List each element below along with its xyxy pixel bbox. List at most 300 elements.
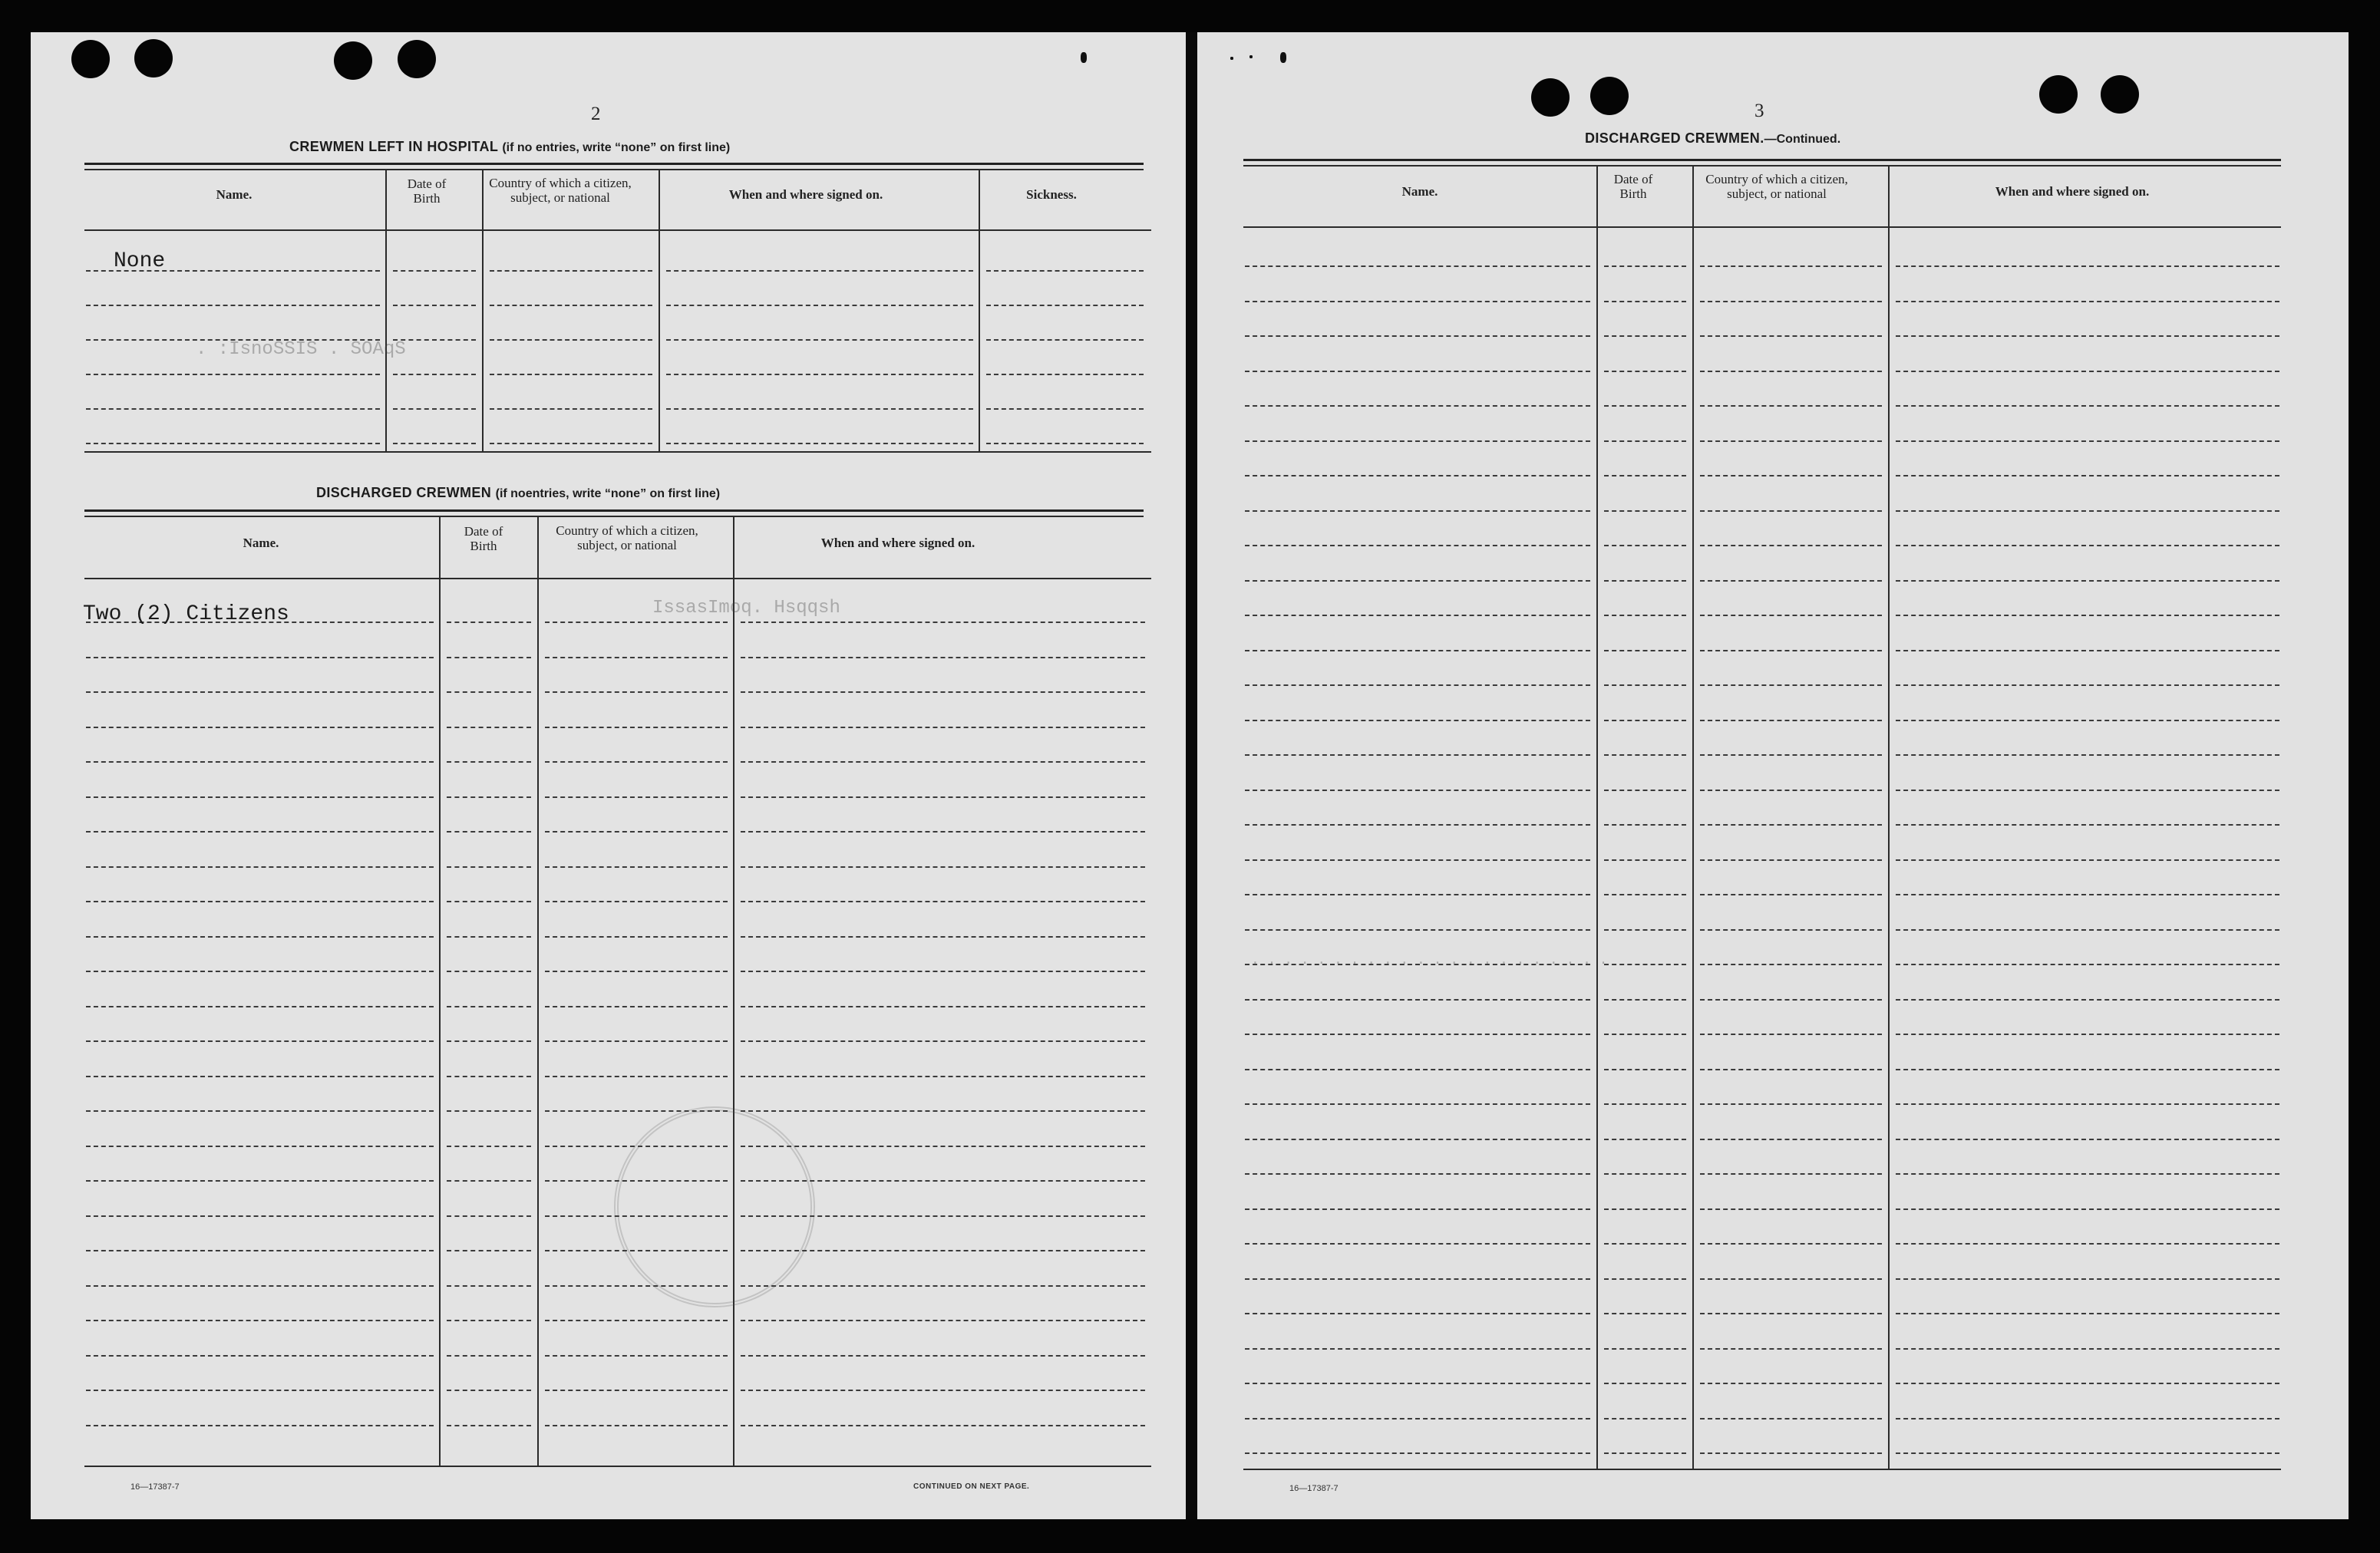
hospital-divider bbox=[659, 169, 660, 451]
ruled-line bbox=[86, 866, 434, 868]
ruled-line bbox=[393, 443, 476, 444]
ink-mark bbox=[1081, 52, 1087, 63]
ruled-line bbox=[86, 796, 434, 798]
ruled-line bbox=[741, 1040, 1145, 1042]
ruled-line bbox=[1896, 824, 2279, 826]
hospital-col-name: Name. bbox=[216, 187, 253, 202]
ruled-line bbox=[1700, 440, 1882, 442]
ruled-line bbox=[1700, 1278, 1882, 1280]
ruled-line bbox=[1604, 510, 1686, 512]
ink-mark bbox=[1230, 57, 1233, 60]
ruled-line bbox=[1700, 1103, 1882, 1105]
ruled-line bbox=[666, 305, 973, 306]
discharged-bottom-rule bbox=[84, 1466, 1151, 1467]
ruled-line bbox=[1245, 510, 1590, 512]
ruled-line bbox=[393, 374, 476, 375]
ruled-line bbox=[86, 1146, 434, 1147]
ruled-line bbox=[1604, 684, 1686, 686]
discharged-section-note: (if noentries, write “none” on first line) bbox=[495, 487, 721, 500]
ruled-line bbox=[1245, 265, 1590, 267]
ruled-line bbox=[741, 761, 1145, 763]
ruled-line bbox=[545, 657, 728, 658]
right-bottom-rule bbox=[1243, 1469, 2281, 1470]
ruled-line bbox=[1604, 1139, 1686, 1140]
ruled-line bbox=[86, 657, 434, 658]
ruled-line bbox=[741, 691, 1145, 693]
ruled-line bbox=[86, 1355, 434, 1357]
ruled-line bbox=[86, 374, 380, 375]
discharged-top-rule-2 bbox=[84, 516, 1144, 517]
ruled-line bbox=[86, 305, 380, 306]
ruled-line bbox=[447, 971, 531, 972]
ruled-line bbox=[1245, 335, 1590, 337]
discharged-divider bbox=[439, 516, 441, 1467]
ruled-line bbox=[741, 1320, 1145, 1321]
continued-note: CONTINUED ON NEXT PAGE. bbox=[913, 1482, 1030, 1491]
ruled-line bbox=[545, 622, 728, 623]
ruled-line bbox=[490, 305, 652, 306]
ruled-line bbox=[86, 1040, 434, 1042]
ruled-line bbox=[1604, 545, 1686, 546]
ruled-line bbox=[1245, 1103, 1590, 1105]
ruled-line bbox=[490, 374, 652, 375]
ruled-line bbox=[1896, 859, 2279, 861]
ruled-line bbox=[545, 1390, 728, 1391]
ruled-line bbox=[1896, 1383, 2279, 1384]
ruled-line bbox=[1245, 720, 1590, 721]
ruled-line bbox=[741, 1006, 1145, 1007]
hospital-section-note: (if no entries, write “none” on first line) bbox=[502, 141, 731, 154]
ruled-line bbox=[447, 622, 531, 623]
ruled-line bbox=[1604, 301, 1686, 302]
ruled-line bbox=[447, 727, 531, 728]
ruled-line bbox=[490, 270, 652, 272]
ruled-line bbox=[545, 866, 728, 868]
ruled-line bbox=[1700, 1173, 1882, 1175]
ruled-line bbox=[1896, 1103, 2279, 1105]
ruled-line bbox=[447, 1076, 531, 1077]
page-number: 3 bbox=[1754, 101, 1764, 121]
ruled-line bbox=[1604, 1103, 1686, 1105]
ruled-line bbox=[1604, 265, 1686, 267]
ruled-line bbox=[1604, 929, 1686, 931]
ruled-line bbox=[447, 1390, 531, 1391]
hospital-top-rule bbox=[84, 163, 1144, 165]
ruled-line bbox=[447, 1006, 531, 1007]
ruled-line bbox=[1245, 859, 1590, 861]
ruled-line bbox=[545, 1006, 728, 1007]
form-number: 16—17387-7 bbox=[130, 1482, 180, 1492]
ruled-line bbox=[1245, 1313, 1590, 1314]
hospital-top-rule-2 bbox=[84, 169, 1144, 170]
ruled-line bbox=[1245, 929, 1590, 931]
ruled-line bbox=[1245, 615, 1590, 616]
ruled-line bbox=[1604, 1034, 1686, 1035]
ruled-line bbox=[86, 443, 380, 444]
ruled-line bbox=[1245, 1034, 1590, 1035]
ruled-line bbox=[86, 727, 434, 728]
ink-mark bbox=[1249, 55, 1253, 58]
ruled-line bbox=[490, 339, 652, 341]
ink-mark bbox=[1280, 52, 1286, 63]
ruled-line bbox=[1700, 1452, 1882, 1454]
ruled-line bbox=[86, 1390, 434, 1391]
ruled-line bbox=[86, 1425, 434, 1426]
ruled-line bbox=[1896, 1069, 2279, 1070]
ruled-line bbox=[1245, 1278, 1590, 1280]
hospital-col-dob: Date of Birth bbox=[407, 176, 447, 206]
ruled-line bbox=[393, 408, 476, 410]
ruled-line bbox=[1604, 580, 1686, 582]
ruled-line bbox=[490, 408, 652, 410]
discharged-divider bbox=[733, 516, 734, 1467]
ruled-line bbox=[1700, 1069, 1882, 1070]
hospital-bottom-rule bbox=[84, 451, 1151, 453]
ruled-line bbox=[1896, 964, 2279, 965]
ruled-line bbox=[741, 901, 1145, 902]
ruled-line bbox=[1604, 754, 1686, 756]
ruled-line bbox=[447, 1320, 531, 1321]
ruled-line bbox=[1700, 510, 1882, 512]
ruled-line bbox=[1245, 545, 1590, 546]
ruled-line bbox=[1700, 894, 1882, 895]
left-page bbox=[31, 32, 1186, 1519]
ruled-line bbox=[86, 1320, 434, 1321]
ruled-line bbox=[447, 866, 531, 868]
ruled-line bbox=[741, 657, 1145, 658]
ruled-line bbox=[1245, 301, 1590, 302]
ruled-line bbox=[666, 408, 973, 410]
ruled-line bbox=[1896, 650, 2279, 651]
ruled-line bbox=[1896, 1173, 2279, 1175]
ruled-line bbox=[447, 1215, 531, 1217]
ruled-line bbox=[1700, 1243, 1882, 1245]
ruled-line bbox=[741, 936, 1145, 938]
right-page bbox=[1197, 32, 2349, 1519]
discharged-col-signed-on: When and where signed on. bbox=[820, 536, 975, 550]
ruled-line bbox=[447, 1285, 531, 1287]
ruled-line bbox=[447, 761, 531, 763]
ruled-line bbox=[545, 1425, 728, 1426]
ruled-line bbox=[86, 408, 380, 410]
ruled-line bbox=[1896, 510, 2279, 512]
ruled-line bbox=[447, 1425, 531, 1426]
ruled-line bbox=[1604, 615, 1686, 616]
ruled-line bbox=[545, 1040, 728, 1042]
ruled-line bbox=[393, 305, 476, 306]
ruled-line bbox=[1245, 1452, 1590, 1454]
ruled-line bbox=[986, 374, 1144, 375]
ruled-line bbox=[1700, 1383, 1882, 1384]
ruled-line bbox=[1604, 1383, 1686, 1384]
ruled-line bbox=[666, 374, 973, 375]
right-divider bbox=[1596, 165, 1598, 1469]
discharged-entry: Two (2) Citizens bbox=[83, 602, 289, 626]
ruled-line bbox=[1896, 440, 2279, 442]
ruled-line bbox=[1896, 301, 2279, 302]
ruled-line bbox=[741, 1076, 1145, 1077]
ruled-line bbox=[1245, 1418, 1590, 1419]
hospital-divider bbox=[385, 169, 387, 451]
ruled-line bbox=[545, 691, 728, 693]
punch-hole bbox=[134, 39, 173, 77]
ruled-line bbox=[1604, 1278, 1686, 1280]
ruled-line bbox=[86, 936, 434, 938]
ruled-line bbox=[1700, 824, 1882, 826]
right-col-name: Name. bbox=[1401, 184, 1438, 199]
right-top-rule bbox=[1243, 159, 2281, 161]
hospital-col-signed-on: When and where signed on. bbox=[728, 187, 883, 202]
ruled-line bbox=[86, 971, 434, 972]
ruled-line bbox=[490, 443, 652, 444]
right-top-rule-2 bbox=[1243, 165, 2281, 167]
ruled-line bbox=[1604, 720, 1686, 721]
ruled-line bbox=[1896, 1348, 2279, 1350]
ruled-line bbox=[1245, 1243, 1590, 1245]
ruled-line bbox=[86, 1215, 434, 1217]
ruled-line bbox=[1700, 371, 1882, 372]
ruled-line bbox=[545, 761, 728, 763]
hospital-col-country: Country of which a citizen, subject, or national bbox=[489, 176, 632, 205]
ruled-line bbox=[1700, 964, 1882, 965]
ruled-line bbox=[1604, 1452, 1686, 1454]
ruled-line bbox=[1700, 580, 1882, 582]
ruled-line bbox=[986, 270, 1144, 272]
ruled-line bbox=[666, 443, 973, 444]
punch-hole bbox=[1590, 77, 1629, 115]
ruled-line bbox=[86, 831, 434, 833]
ruled-line bbox=[447, 1040, 531, 1042]
ruled-line bbox=[1896, 1418, 2279, 1419]
ruled-line bbox=[1700, 1208, 1882, 1210]
ruled-line bbox=[1245, 754, 1590, 756]
bleed-through-text: . :IsnoSSIS . SOAqS bbox=[196, 339, 406, 360]
ruled-line bbox=[86, 901, 434, 902]
ruled-line bbox=[1896, 371, 2279, 372]
ruled-line bbox=[1604, 964, 1686, 965]
ruled-line bbox=[986, 408, 1144, 410]
ruled-line bbox=[1604, 405, 1686, 407]
ruled-line bbox=[1604, 894, 1686, 895]
ruled-line bbox=[447, 691, 531, 693]
ruled-line bbox=[1700, 335, 1882, 337]
ruled-line bbox=[1604, 1313, 1686, 1314]
ruled-line bbox=[545, 1320, 728, 1321]
hospital-col-sickness: Sickness. bbox=[1026, 187, 1077, 202]
ruled-line bbox=[1896, 754, 2279, 756]
ruled-line bbox=[1700, 999, 1882, 1001]
right-section-title: DISCHARGED CREWMEN.—Continued. bbox=[1585, 130, 1841, 146]
ruled-line bbox=[1245, 475, 1590, 476]
ruled-line bbox=[447, 936, 531, 938]
ruled-line bbox=[1896, 475, 2279, 476]
ruled-line bbox=[1896, 265, 2279, 267]
ruled-line bbox=[1700, 405, 1882, 407]
ruled-line bbox=[545, 971, 728, 972]
ruled-line bbox=[1896, 1208, 2279, 1210]
ruled-line bbox=[1604, 1348, 1686, 1350]
ruled-line bbox=[741, 831, 1145, 833]
ruled-line bbox=[1245, 371, 1590, 372]
ruled-line bbox=[741, 727, 1145, 728]
ruled-line bbox=[1700, 929, 1882, 931]
punch-hole bbox=[398, 40, 436, 78]
ruled-line bbox=[447, 1355, 531, 1357]
page-number: 2 bbox=[591, 104, 601, 124]
ruled-line bbox=[741, 1285, 1145, 1287]
ruled-line bbox=[86, 1110, 434, 1112]
ruled-line bbox=[1700, 301, 1882, 302]
ruled-line bbox=[86, 691, 434, 693]
discharged-section-title: DISCHARGED CREWMEN (if noentries, write “none” on first line) bbox=[316, 485, 721, 500]
ruled-line bbox=[1896, 615, 2279, 616]
ruled-line bbox=[1896, 1243, 2279, 1245]
ruled-line bbox=[1896, 405, 2279, 407]
ruled-line bbox=[1896, 545, 2279, 546]
ruled-line bbox=[1700, 1418, 1882, 1419]
ruled-line bbox=[1245, 1208, 1590, 1210]
ruled-line bbox=[1245, 405, 1590, 407]
ruled-line bbox=[1700, 615, 1882, 616]
ruled-line bbox=[1896, 1313, 2279, 1314]
ruled-line bbox=[1604, 859, 1686, 861]
ruled-line bbox=[1896, 894, 2279, 895]
ruled-line bbox=[1896, 580, 2279, 582]
ruled-line bbox=[1245, 999, 1590, 1001]
punch-hole bbox=[2101, 75, 2139, 114]
ruled-line bbox=[1245, 824, 1590, 826]
ruled-line bbox=[1604, 475, 1686, 476]
faded-stamp bbox=[614, 1106, 815, 1307]
ruled-line bbox=[86, 1285, 434, 1287]
ruled-line bbox=[1896, 999, 2279, 1001]
ruled-line bbox=[1896, 1139, 2279, 1140]
ruled-line bbox=[447, 831, 531, 833]
ruled-line bbox=[1700, 650, 1882, 651]
ruled-line bbox=[447, 1110, 531, 1112]
ruled-line bbox=[1245, 650, 1590, 651]
ruled-line bbox=[86, 1006, 434, 1007]
discharged-col-country: Country of which a citizen, subject, or national bbox=[556, 523, 698, 552]
ruled-line bbox=[447, 657, 531, 658]
ruled-line bbox=[666, 339, 973, 341]
ruled-line bbox=[1700, 720, 1882, 721]
ruled-line bbox=[1604, 1069, 1686, 1070]
ruled-line bbox=[741, 1146, 1145, 1147]
ruled-line bbox=[1245, 790, 1590, 791]
ruled-line bbox=[1604, 1418, 1686, 1419]
ruled-line bbox=[1604, 1243, 1686, 1245]
ruled-line bbox=[86, 1180, 434, 1182]
ruled-line bbox=[1700, 475, 1882, 476]
ruled-line bbox=[1604, 1208, 1686, 1210]
ruled-line bbox=[1604, 335, 1686, 337]
ruled-line bbox=[1604, 824, 1686, 826]
right-col-dob: Date of Birth bbox=[1613, 172, 1653, 201]
ruled-line bbox=[986, 443, 1144, 444]
ruled-line bbox=[1700, 1139, 1882, 1140]
ruled-line bbox=[1896, 929, 2279, 931]
hospital-header-rule bbox=[84, 229, 1151, 231]
ruled-line bbox=[741, 971, 1145, 972]
ruled-line bbox=[1245, 1139, 1590, 1140]
ruled-line bbox=[86, 1076, 434, 1077]
ruled-line bbox=[447, 1146, 531, 1147]
punch-hole bbox=[334, 41, 372, 80]
ruled-line bbox=[741, 622, 1145, 623]
ruled-line bbox=[1245, 1383, 1590, 1384]
ruled-line bbox=[1896, 684, 2279, 686]
bleed-through-text: . . . . . . . . . . . . . . . . . . . . . . bbox=[1251, 953, 1608, 968]
ruled-line bbox=[666, 270, 973, 272]
hospital-section-title: CREWMEN LEFT IN HOSPITAL (if no entries, write “none” on first line) bbox=[289, 139, 731, 154]
ruled-line bbox=[1896, 720, 2279, 721]
ruled-line bbox=[86, 761, 434, 763]
ruled-line bbox=[986, 339, 1144, 341]
ruled-line bbox=[741, 796, 1145, 798]
bleed-through-text: IssasImoq. Hsqqsh bbox=[652, 598, 840, 618]
ruled-line bbox=[1700, 265, 1882, 267]
ruled-line bbox=[1245, 1173, 1590, 1175]
ruled-line bbox=[545, 1076, 728, 1077]
ruled-line bbox=[545, 936, 728, 938]
ruled-line bbox=[545, 901, 728, 902]
ruled-line bbox=[1700, 859, 1882, 861]
ruled-line bbox=[741, 1355, 1145, 1357]
ruled-line bbox=[1700, 1034, 1882, 1035]
discharged-header-rule bbox=[84, 578, 1151, 579]
form-number: 16—17387-7 bbox=[1289, 1484, 1339, 1493]
ruled-line bbox=[1604, 650, 1686, 651]
ruled-line bbox=[1700, 790, 1882, 791]
ruled-line bbox=[741, 1110, 1145, 1112]
ruled-line bbox=[741, 866, 1145, 868]
right-divider bbox=[1692, 165, 1694, 1469]
right-divider bbox=[1888, 165, 1890, 1469]
ruled-line bbox=[1604, 440, 1686, 442]
right-header-rule bbox=[1243, 226, 2281, 228]
ruled-line bbox=[741, 1425, 1145, 1426]
right-col-signed-on: When and where signed on. bbox=[1995, 184, 2150, 199]
discharged-col-dob: Date of Birth bbox=[464, 524, 503, 553]
ruled-line bbox=[447, 901, 531, 902]
ruled-line bbox=[1245, 1069, 1590, 1070]
ruled-line bbox=[1700, 545, 1882, 546]
ruled-line bbox=[986, 305, 1144, 306]
punch-hole bbox=[1531, 78, 1570, 117]
ruled-line bbox=[1604, 371, 1686, 372]
ruled-line bbox=[393, 270, 476, 272]
ruled-line bbox=[741, 1390, 1145, 1391]
ruled-line bbox=[545, 727, 728, 728]
hospital-entry: None bbox=[114, 249, 166, 273]
punch-hole bbox=[2039, 75, 2078, 114]
punch-hole bbox=[71, 40, 110, 78]
ruled-line bbox=[1245, 684, 1590, 686]
ruled-line bbox=[545, 796, 728, 798]
right-col-country: Country of which a citizen, subject, or national bbox=[1705, 172, 1848, 201]
ruled-line bbox=[1604, 790, 1686, 791]
ruled-line bbox=[1245, 440, 1590, 442]
right-section-title-suffix: —Continued. bbox=[1764, 133, 1841, 146]
ruled-line bbox=[1896, 1278, 2279, 1280]
ruled-line bbox=[1700, 754, 1882, 756]
discharged-col-name: Name. bbox=[243, 536, 279, 550]
ruled-line bbox=[1245, 894, 1590, 895]
ruled-line bbox=[545, 1355, 728, 1357]
ruled-line bbox=[86, 1250, 434, 1251]
ruled-line bbox=[1896, 335, 2279, 337]
